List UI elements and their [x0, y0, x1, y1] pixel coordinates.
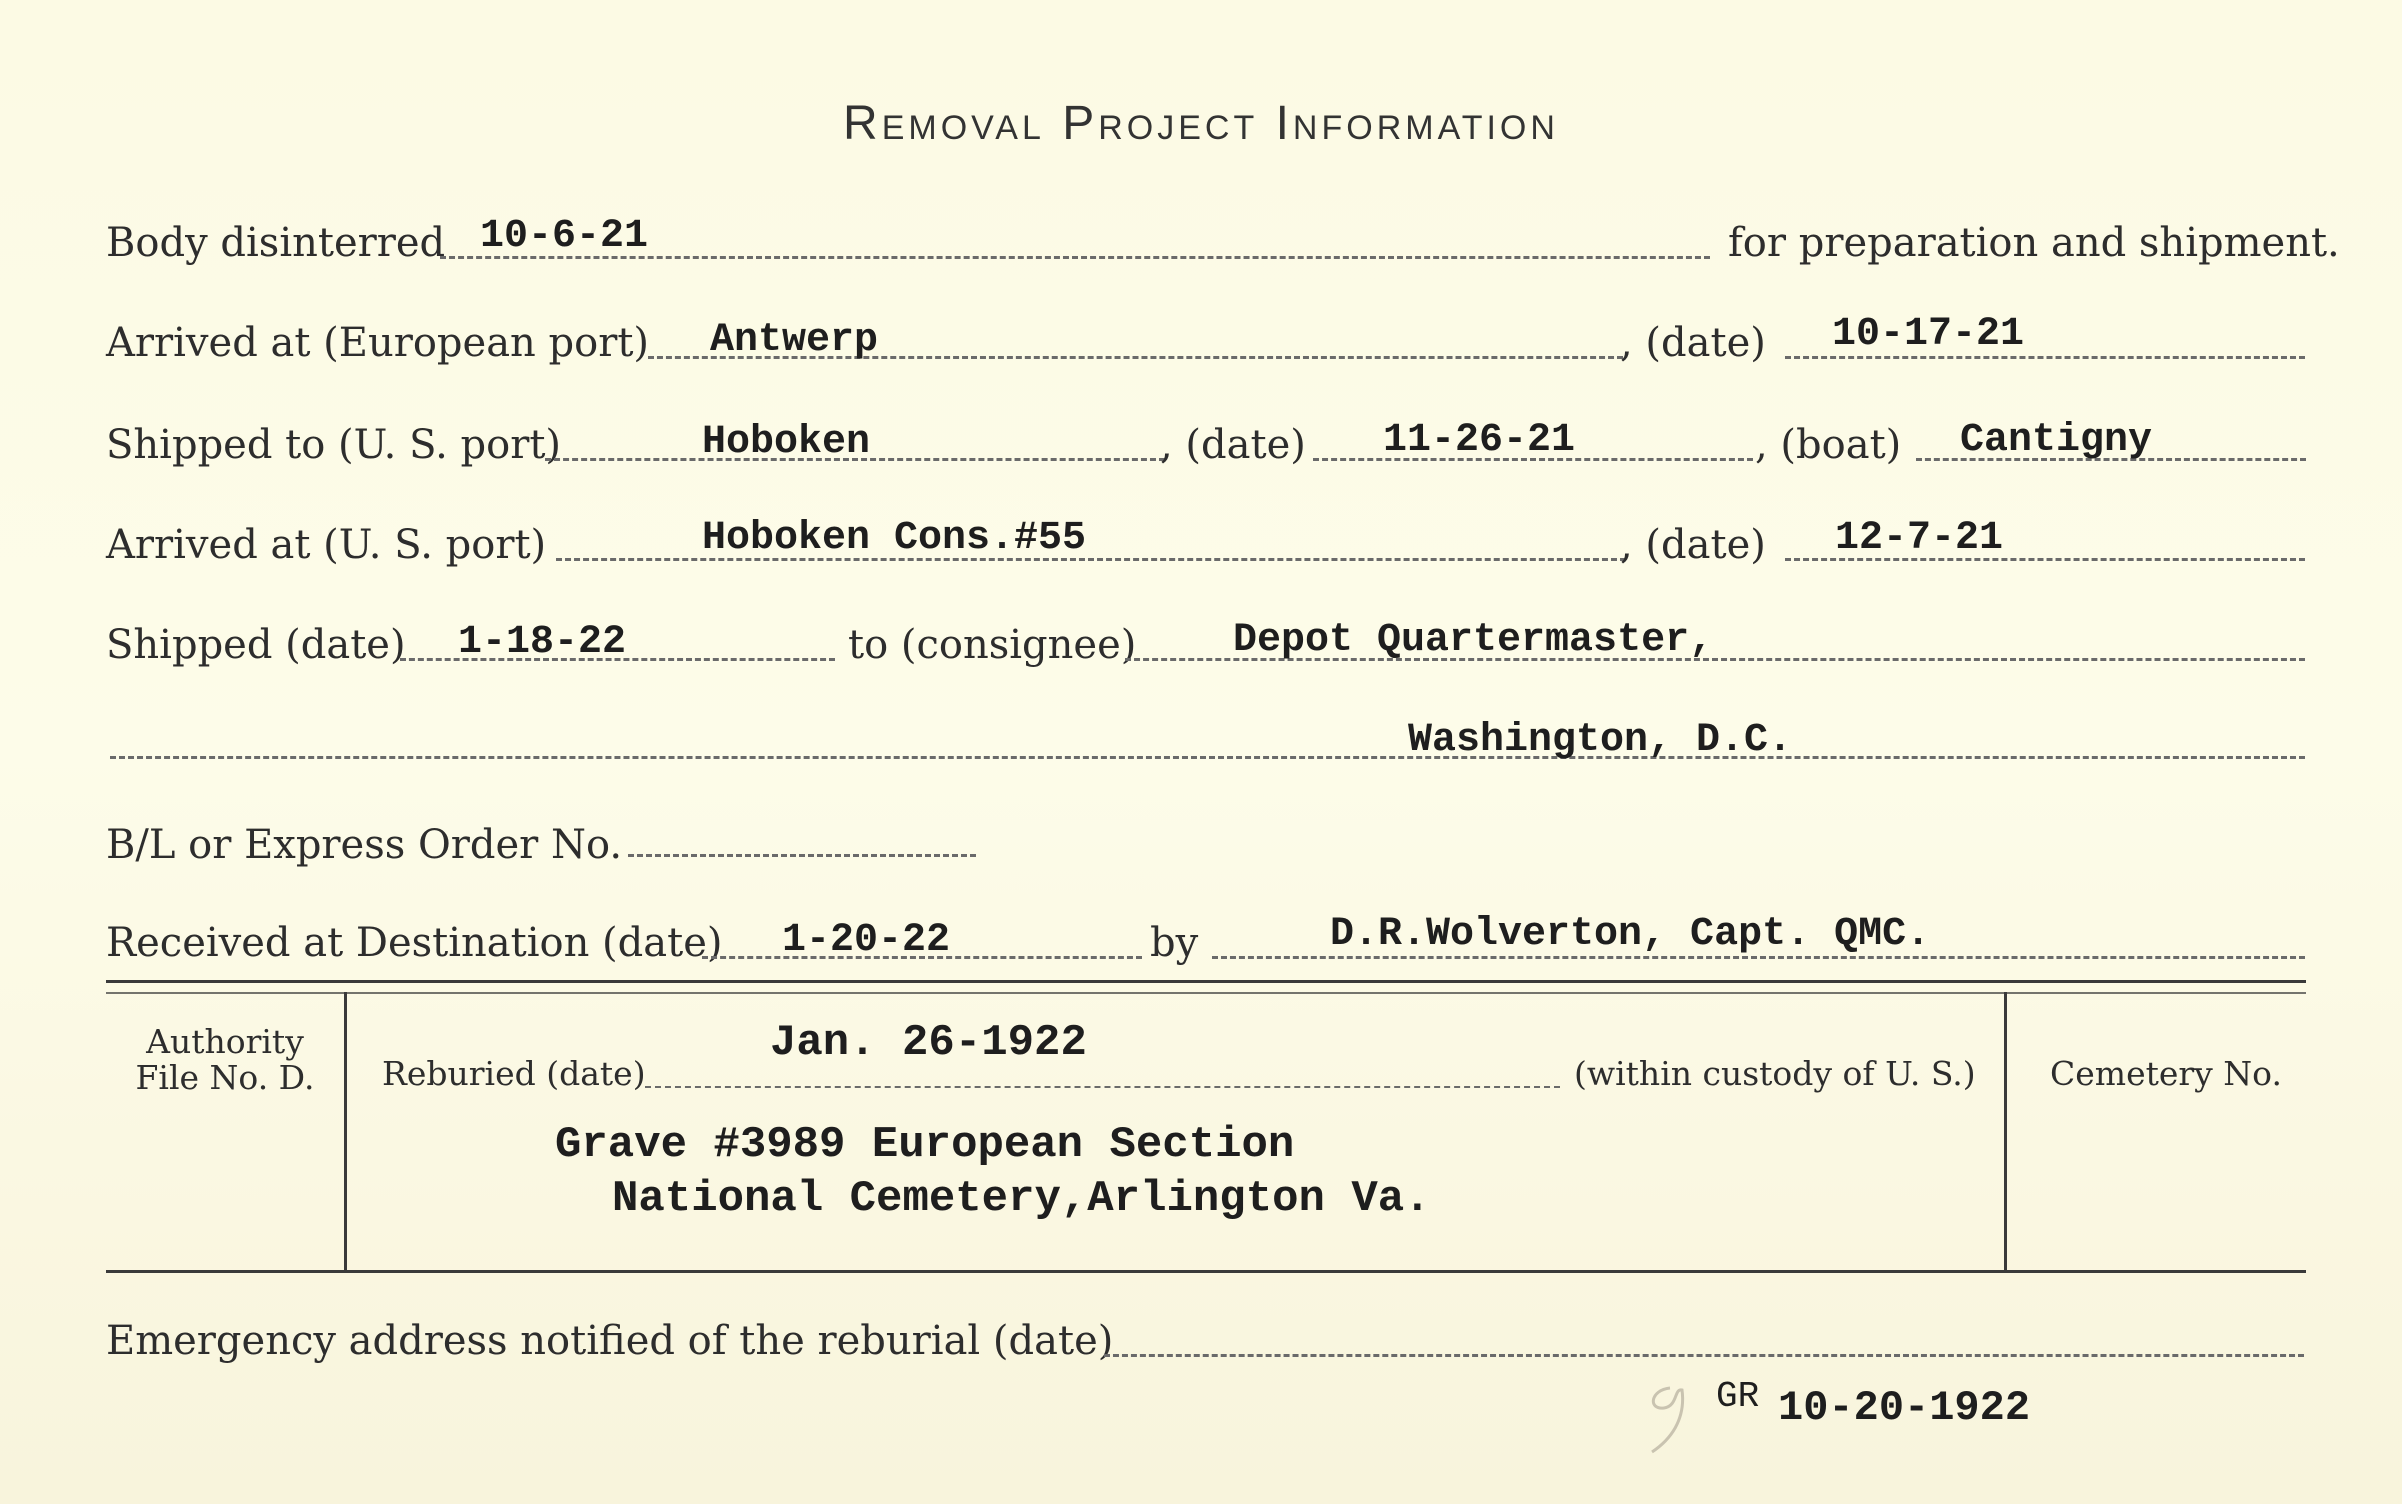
consignee-line-2	[110, 756, 2305, 759]
grave-line-2: National Cemetery,Arlington Va.	[612, 1174, 1431, 1224]
us-port-value: Hoboken	[702, 420, 871, 465]
shipped-date-label: Shipped (date)	[106, 622, 406, 668]
bl-label: B/L or Express Order No.	[106, 822, 623, 868]
footer-date: 10-20-1922	[1778, 1384, 2031, 1432]
body-disinterred-label: Body disinterred	[106, 220, 446, 266]
arrived-european-date: 10-17-21	[1832, 312, 2025, 357]
emergency-label: Emergency address notified of the reburial (date)	[106, 1318, 1114, 1364]
arrived-us-port-value: Hoboken Cons.#55	[702, 516, 1087, 561]
arrived-us-date: 12-7-21	[1835, 516, 2004, 561]
bl-line	[628, 854, 976, 857]
custody-label: (within custody of U. S.)	[1574, 1054, 1976, 1093]
consignee-line1: Depot Quartermaster,	[1233, 618, 1714, 663]
european-port-value: Antwerp	[710, 318, 879, 363]
arrived-us-date-label: , (date)	[1620, 522, 1766, 568]
box-divider-left	[344, 992, 347, 1270]
reburied-label: Reburied (date)	[382, 1054, 646, 1093]
grave-line-1: Grave #3989 European Section	[555, 1120, 1295, 1170]
arrived-european-label: Arrived at (European port)	[106, 320, 650, 366]
footer-prefix: GR	[1716, 1376, 1760, 1417]
shipped-us-date-label: , (date)	[1160, 422, 1306, 468]
consignee-label: to (consignee)	[848, 622, 1137, 668]
box-top-rule	[106, 980, 2306, 983]
authority-line1: Authority	[146, 1022, 304, 1061]
authority-line2: File No. D.	[135, 1058, 315, 1097]
authority-file-no-label	[110, 1024, 340, 1096]
shipped-us-date: 11-26-21	[1383, 418, 1576, 463]
shipped-us-label: Shipped to (U. S. port)	[106, 422, 561, 468]
received-by-label: by	[1150, 920, 1199, 966]
box-top-rule-2	[106, 992, 2306, 994]
received-date: 1-20-22	[782, 918, 951, 963]
received-by: D.R.Wolverton, Capt. QMC.	[1330, 912, 1931, 957]
arrived-european-date-label: , (date)	[1620, 320, 1766, 366]
body-disinterred-date: 10-6-21	[480, 214, 649, 259]
cemetery-no-label: Cemetery No.	[2050, 1054, 2282, 1093]
consignee-line2: Washington, D.C.	[1408, 718, 1793, 763]
reburied-date: Jan. 26-1922	[770, 1018, 1087, 1068]
emergency-line	[1104, 1354, 2304, 1357]
card-title: Removal Project Information	[843, 97, 1559, 150]
reburied-line	[645, 1086, 1560, 1088]
box-bottom-rule	[106, 1270, 2306, 1273]
pencil-mark	[1630, 1380, 1700, 1460]
shipped-date: 1-18-22	[458, 620, 627, 665]
received-label: Received at Destination (date)	[106, 920, 723, 966]
boat-value: Cantigny	[1960, 418, 2153, 463]
preparation-shipment-text: for preparation and shipment.	[1728, 220, 2340, 266]
arrived-us-label: Arrived at (U. S. port)	[106, 522, 547, 568]
boat-label: , (boat)	[1755, 422, 1902, 468]
box-divider-right	[2004, 992, 2007, 1270]
